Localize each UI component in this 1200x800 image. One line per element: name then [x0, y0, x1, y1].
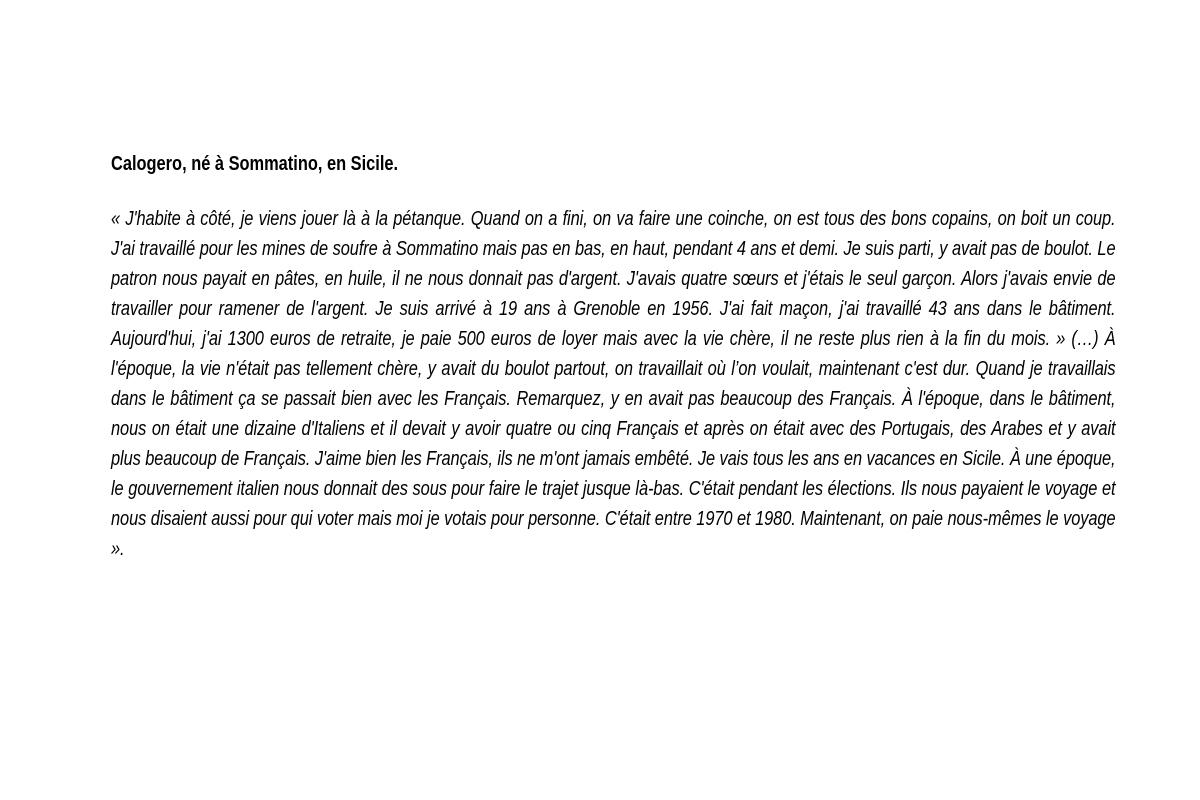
- document-heading: Calogero, né à Sommatino, en Sicile.: [111, 153, 399, 175]
- document-content: [111, 150, 1116, 564]
- testimony-paragraph: « J'habite à côté, je viens jouer là à la pétanque. Quand on a fini, on va faire une coinche, on est tous des bons copains, on boit un coup. J'ai travaillé pour les mines de soufre à Sommatino mais pas en bas, en haut, pendant 4 ans et demi. Je suis parti, y avait pas de boulot. Le patron nous payait en pâtes, en huile, il ne nous donnait pas d'argent. J'avais quatre sœurs et j'étais le seul garçon. Alors j'avais envie de travailler pour ramener de l'argent. Je suis arrivé à 19 ans à Grenoble en 1956. J'ai fait maçon, j'ai travaillé 43 ans dans le bâtiment. Aujourd'hui, j'ai 1300 euros de retraite, je paie 500 euros de loyer mais avec la vie chère, il ne reste plus rien à la fin du mois. » (…) À l'époque, la vie n'était pas tellement chère, y avait du boulot partout, on travaillait où l’on voulait, maintenant c'est dur. Quand je travaillais dans le bâtiment ça se passait bien avec les Français. Remarquez, y en avait pas beaucoup des Français. À l'époque, dans le bâtiment, nous on était une dizaine d'Italiens et il devait y avoir quatre ou cinq Français et après on était avec des Portugais, des Arabes et y avait plus beaucoup de Français. J'aime bien les Français, ils ne m'ont jamais embêté. Je vais tous les ans en vacances en Sicile. À une époque, le gouvernement italien nous donnait des sous pour faire le trajet jusque là-bas. C'était pendant les élections. Ils nous payaient le voyage et nous disaient aussi pour qui voter mais moi je votais pour personne. C'était entre 1970 et 1980. Maintenant, on paie nous-mêmes le voyage ».: [111, 208, 1116, 560]
